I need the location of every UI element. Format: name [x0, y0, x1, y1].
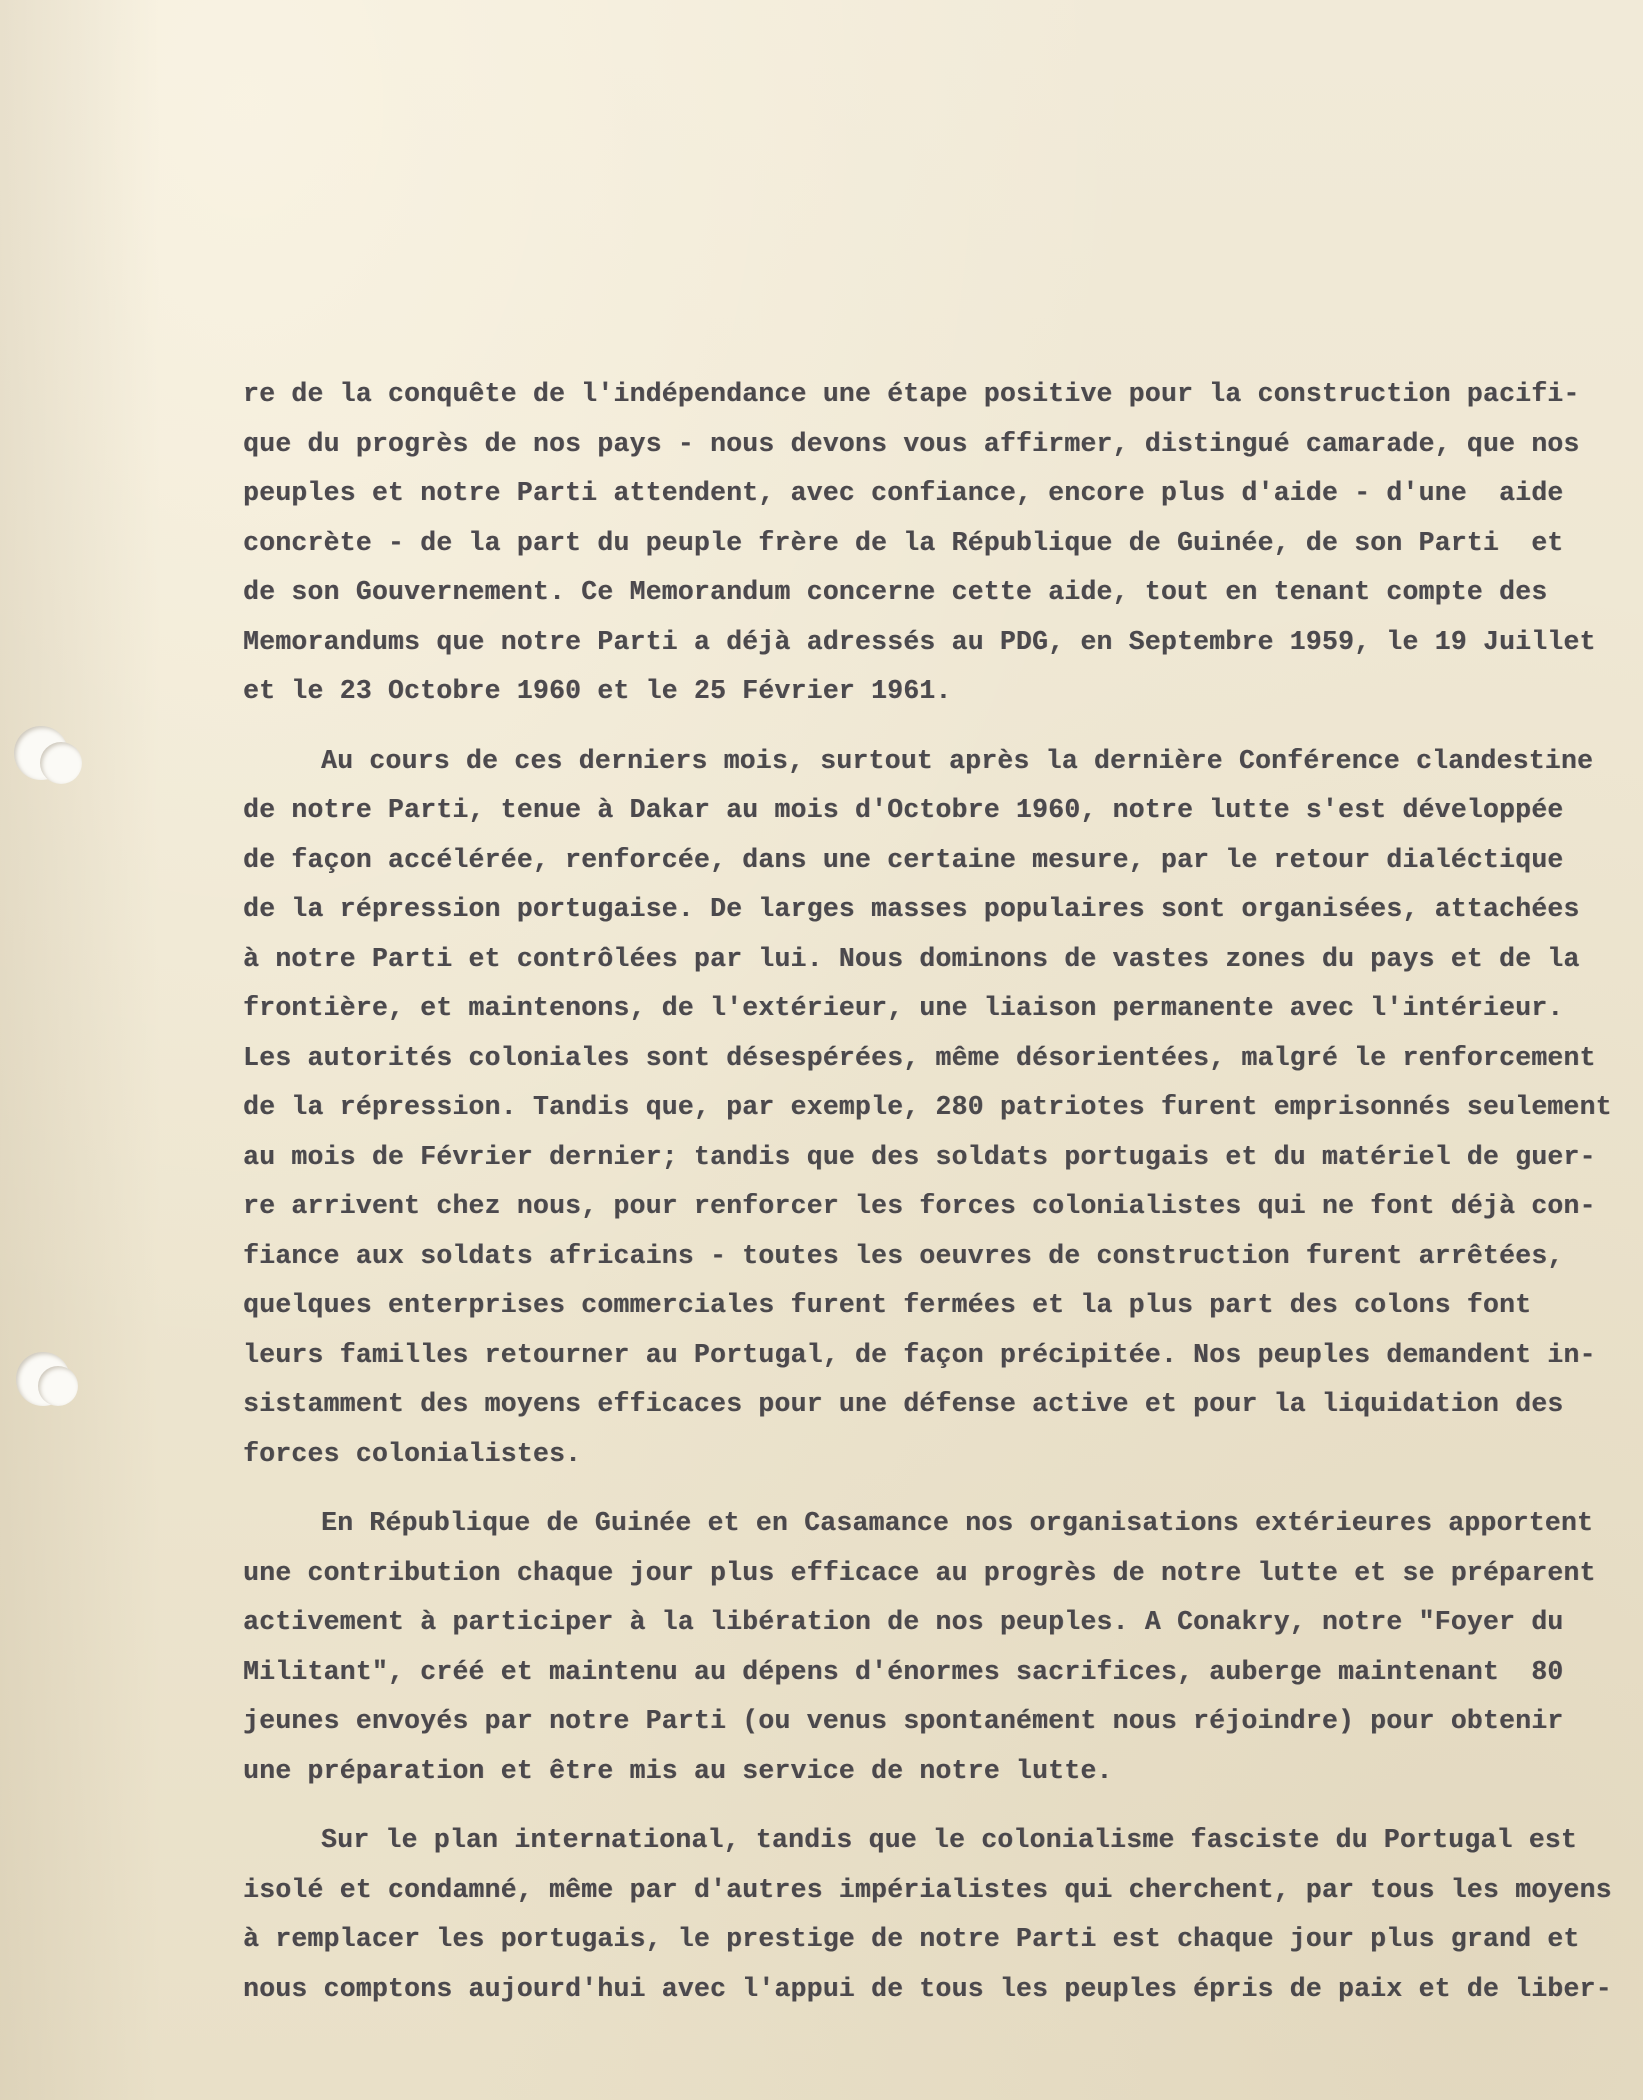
text-line: une contribution chaque jour plus efficace au progrès de notre lutte et se préparent: [243, 1557, 1596, 1588]
paragraph: [243, 370, 1596, 717]
paragraph: [243, 737, 1612, 1480]
page-edge-shadow: [0, 0, 160, 2100]
text-line: une préparation et être mis au service de notre lutte.: [243, 1755, 1113, 1786]
text-line: activement à participer à la libération de nos peuples. A Conakry, notre "Foyer du: [243, 1607, 1564, 1637]
typewritten-text-body: [243, 370, 1612, 2014]
text-line: Sur le plan international, tandis que le colonialisme fasciste du Portugal est: [321, 1825, 1578, 1855]
text-line: de la répression. Tandis que, par exemple, 280 patriotes furent emprisonnés seulement: [243, 1092, 1612, 1122]
paragraph: [243, 1499, 1596, 1796]
text-line: à remplacer les portugais, le prestige de notre Parti est chaque jour plus grand et: [243, 1924, 1580, 1954]
paragraph: [243, 1816, 1612, 2014]
text-line: Au cours de ces derniers mois, surtout après la dernière Conférence clandestine: [321, 745, 1594, 776]
text-line: forces colonialistes.: [243, 1438, 582, 1469]
text-line: quelques enterprises commerciales furent fermées et la plus part des colons font: [243, 1290, 1532, 1320]
text-line: sistamment des moyens efficaces pour une défense active et pour la liquidation des: [243, 1389, 1564, 1419]
text-line: re de la conquête de l'indépendance une étape positive pour la construction pacifi-: [243, 379, 1580, 409]
text-line: de façon accélérée, renforcée, dans une certaine mesure, par le retour dialéctique: [243, 844, 1564, 875]
text-line: à notre Parti et contrôlées par lui. Nous dominons de vastes zones du pays et de la: [243, 943, 1580, 974]
text-line: nous comptons aujourd'hui avec l'appui de tous les peuples épris de paix et de liber-: [243, 1973, 1612, 2004]
text-line: isolé et condamné, même par d'autres impérialistes qui cherchent, par tous les moyens: [243, 1874, 1612, 1905]
paragraph-gap: [243, 1479, 1563, 1499]
text-line: fiance aux soldats africains - toutes les oeuvres de construction furent arrêtées,: [243, 1240, 1564, 1271]
punch-hole-upper-tear: [40, 742, 82, 784]
text-line: frontière, et maintenons, de l'extérieur, une liaison permanente avec l'intérieur.: [243, 993, 1564, 1023]
paragraph-gap: [243, 1796, 1563, 1816]
text-line: de notre Parti, tenue à Dakar au mois d'Octobre 1960, notre lutte s'est développée: [243, 795, 1564, 825]
text-line: au mois de Février dernier; tandis que des soldats portugais et du matériel de guer-: [243, 1141, 1596, 1172]
text-line: peuples et notre Parti attendent, avec confiance, encore plus d'aide - d'une aide: [243, 478, 1564, 508]
text-line: leurs familles retourner au Portugal, de façon précipitée. Nos peuples demandent in-: [243, 1339, 1596, 1370]
text-line: de son Gouvernement. Ce Memorandum concerne cette aide, tout en tenant compte des: [243, 577, 1548, 607]
text-line: re arrivent chez nous, pour renforcer les forces colonialistes qui ne font déjà con-: [243, 1191, 1596, 1221]
text-line: Memorandums que notre Parti a déjà adressés au PDG, en Septembre 1959, le 19 Juillet: [243, 626, 1596, 657]
text-line: de la répression portugaise. De larges masses populaires sont organisées, attachées: [243, 894, 1580, 924]
text-line: Militant", créé et maintenu au dépens d'énormes sacrifices, auberge maintenant 80: [243, 1656, 1564, 1687]
punch-hole-lower-tear: [38, 1366, 78, 1406]
text-line: et le 23 Octobre 1960 et le 25 Février 1961.: [243, 676, 952, 706]
text-line: Les autorités coloniales sont désespérées, même désorientées, malgré le renforcement: [243, 1042, 1596, 1073]
text-line: En République de Guinée et en Casamance nos organisations extérieures apportent: [321, 1508, 1594, 1538]
paragraph-gap: [243, 717, 1563, 737]
text-line: que du progrès de nos pays - nous devons vous affirmer, distingué camarade, que nos: [243, 428, 1580, 459]
text-line: jeunes envoyés par notre Parti (ou venus spontanément nous réjoindre) pour obtenir: [243, 1706, 1564, 1736]
text-line: concrète - de la part du peuple frère de la République de Guinée, de son Parti et: [243, 527, 1564, 558]
